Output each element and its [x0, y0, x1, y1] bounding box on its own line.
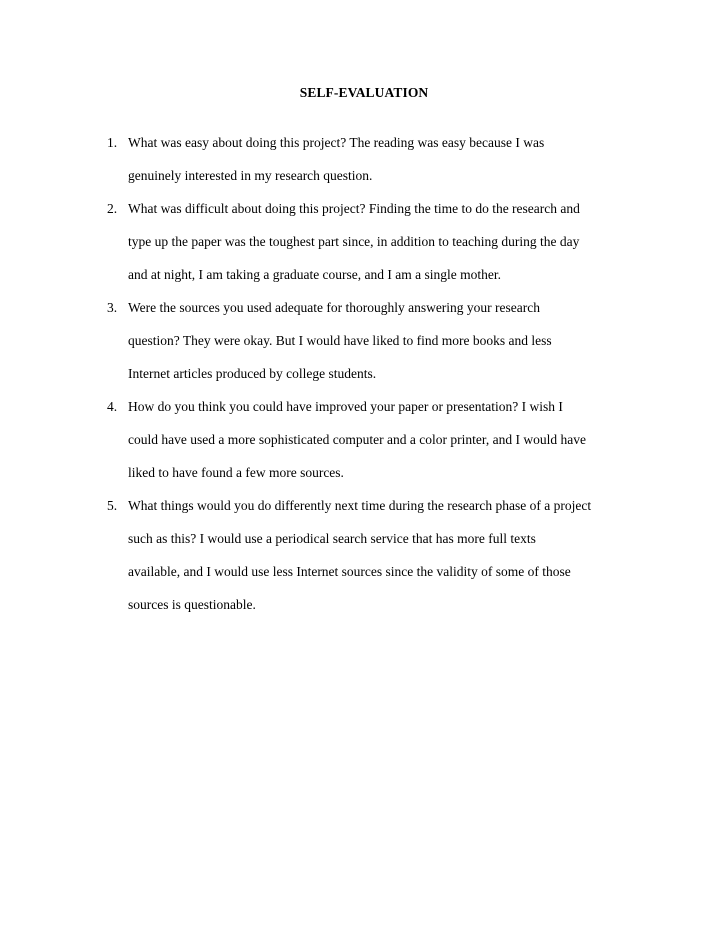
item-number: 4.: [107, 399, 118, 414]
item-number: 1.: [107, 135, 118, 150]
item-text-line: liked to have found a few more sources.: [128, 465, 344, 480]
item-text-line: could have used a more sophisticated computer and a color printer, and I would have: [128, 432, 586, 447]
item-text-line: What was easy about doing this project? The reading was easy because I was: [128, 135, 545, 150]
item-text-line: Internet articles produced by college students.: [128, 366, 377, 381]
item-text-line: What things would you do differently next time during the research phase of a project: [128, 498, 592, 513]
item-text-line: sources is questionable.: [128, 597, 256, 612]
item-text-line: How do you think you could have improved your paper or presentation? I wish I: [128, 399, 563, 414]
page-title: SELF-EVALUATION: [299, 85, 429, 100]
item-text-line: genuinely interested in my research question.: [128, 168, 373, 183]
item-text-line: Were the sources you used adequate for thoroughly answering your research: [128, 300, 541, 315]
item-text-line: What was difficult about doing this project? Finding the time to do the research and: [128, 201, 580, 216]
item-text-line: question? They were okay. But I would have liked to find more books and less: [128, 333, 552, 348]
item-number: 2.: [107, 201, 118, 216]
item-text-line: available, and I would use less Internet sources since the validity of some of those: [128, 564, 571, 579]
item-number: 5.: [107, 498, 118, 513]
item-number: 3.: [107, 300, 118, 315]
item-text-line: and at night, I am taking a graduate course, and I am a single mother.: [128, 267, 502, 282]
item-text-line: type up the paper was the toughest part since, in addition to teaching during the day: [128, 234, 580, 249]
item-text-line: such as this? I would use a periodical search service that has more full texts: [128, 531, 536, 546]
